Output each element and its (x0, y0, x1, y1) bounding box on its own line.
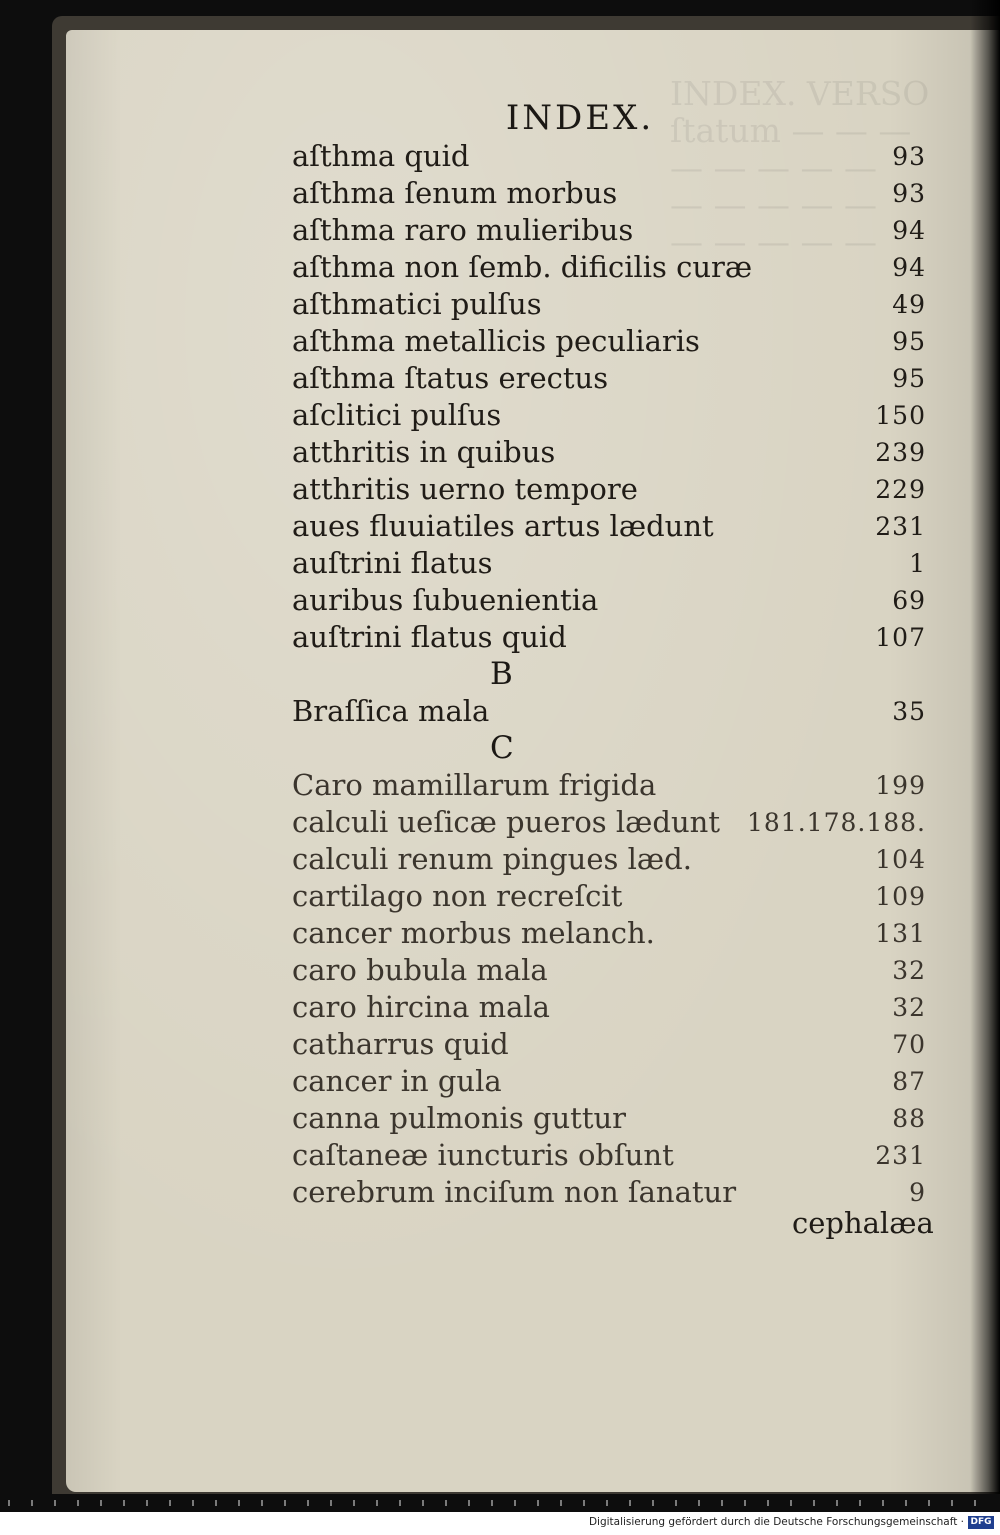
entry-page-number: 95 (892, 364, 926, 393)
index-entry (290, 175, 930, 212)
entry-page-number: 107 (875, 623, 926, 652)
entry-page-number: 1 (909, 549, 926, 578)
section-letter-c: C (490, 730, 514, 766)
index-entry (290, 286, 930, 323)
entry-term: atthritis uerno tempore (292, 472, 638, 506)
entry-page-number: 199 (875, 771, 926, 800)
entry-term: aſthma ſtatus erectus (292, 361, 609, 395)
entry-term: aſthmatici pulſus (292, 287, 542, 321)
entry-page-number: 131 (875, 919, 926, 948)
entry-term: caro hircina mala (292, 990, 550, 1024)
index-entry (290, 323, 930, 360)
entry-term: Caro mamillarum frigida (292, 768, 657, 802)
entry-page-number: 231 (875, 1141, 926, 1170)
entry-page-number: 88 (892, 1104, 926, 1133)
entry-page-number: 32 (892, 993, 926, 1022)
index-entry (290, 878, 930, 915)
entry-page-number: 104 (875, 845, 926, 874)
index-entry (290, 138, 930, 175)
entry-term: auſtrini flatus quid (292, 620, 567, 654)
index-entry (290, 693, 930, 730)
entry-page-number: 35 (892, 697, 926, 726)
binding-shadow (970, 0, 1000, 1512)
entry-term: auribus ſubuenientia (292, 583, 599, 617)
entry-page-number: 9 (909, 1178, 926, 1207)
entry-term: aues fluuiatiles artus lædunt (292, 509, 714, 543)
entry-term: catharrus quid (292, 1027, 509, 1061)
funding-credit: Digitalisierung gefördert durch die Deutsche Forschungsgemeinschaft · (588, 1516, 964, 1528)
entry-term: aſthma non ſemb. dificilis curæ (292, 250, 753, 284)
entry-term: cerebrum inciſum non ſanatur (292, 1175, 737, 1209)
section-letter-b: B (490, 656, 513, 692)
entry-term: caro bubula mala (292, 953, 548, 987)
entry-page-number: 109 (875, 882, 926, 911)
entry-term: aſthma raro mulieribus (292, 213, 634, 247)
entry-term: cartilago non recreſcit (292, 879, 623, 913)
entry-term: canna pulmonis guttur (292, 1101, 627, 1135)
index-entry (290, 767, 930, 804)
dfg-logo-icon: DFG (968, 1516, 994, 1529)
entry-term: atthritis in quibus (292, 435, 556, 469)
index-entry (290, 1063, 930, 1100)
entry-term: aſthma ſenum morbus (292, 176, 618, 210)
index-entry (290, 212, 930, 249)
entry-term: aſthma metallicis peculiaris (292, 324, 700, 358)
entry-page-number: 93 (892, 179, 926, 208)
entry-page-number: 239 (875, 438, 926, 467)
entry-term: auſtrini flatus (292, 546, 493, 580)
entry-page-number: 69 (892, 586, 926, 615)
index-entries (290, 138, 930, 1211)
index-entry (290, 989, 930, 1026)
entry-term: caſtaneæ iuncturis obſunt (292, 1138, 674, 1172)
index-entry (290, 249, 930, 286)
index-entry (290, 508, 930, 545)
index-entry (290, 471, 930, 508)
index-entry (290, 1137, 930, 1174)
entry-page-number: 70 (892, 1030, 926, 1059)
scan-ruler-ticks (8, 1500, 992, 1506)
entry-page-number: 231 (875, 512, 926, 541)
entry-page-number: 94 (892, 253, 926, 282)
index-entry (290, 952, 930, 989)
entry-page-number: 229 (875, 475, 926, 504)
entry-term: aſclitici pulſus (292, 398, 502, 432)
catchword: cephalæa (792, 1206, 934, 1240)
entry-page-number: 150 (875, 401, 926, 430)
footer-bar (0, 1512, 1000, 1535)
entry-page-number: 93 (892, 142, 926, 171)
entry-page-number: 94 (892, 216, 926, 245)
entry-term: aſthma quid (292, 139, 470, 173)
entry-page-number: 32 (892, 956, 926, 985)
entry-page-number: 181.178.188. (747, 808, 926, 837)
index-entry (290, 434, 930, 471)
index-entry (290, 841, 930, 878)
entry-page-number: 95 (892, 327, 926, 356)
index-entry (290, 1026, 930, 1063)
page-heading: INDEX. (505, 98, 655, 138)
entry-term: cancer in gula (292, 1064, 502, 1098)
entry-term: calculi ueſicæ pueros lædunt (292, 805, 720, 839)
index-entry (290, 545, 930, 582)
entry-term: cancer morbus melanch. (292, 916, 655, 950)
index-entry (290, 397, 930, 434)
index-entry (290, 360, 930, 397)
entry-page-number: 87 (892, 1067, 926, 1096)
index-entry (290, 915, 930, 952)
index-entry (290, 582, 930, 619)
entry-term: calculi renum pingues læd. (292, 842, 692, 876)
entry-page-number: 49 (892, 290, 926, 319)
index-entry (290, 804, 930, 841)
index-entry (290, 1100, 930, 1137)
index-entry (290, 619, 930, 656)
entry-term: Braſſica mala (292, 694, 490, 728)
